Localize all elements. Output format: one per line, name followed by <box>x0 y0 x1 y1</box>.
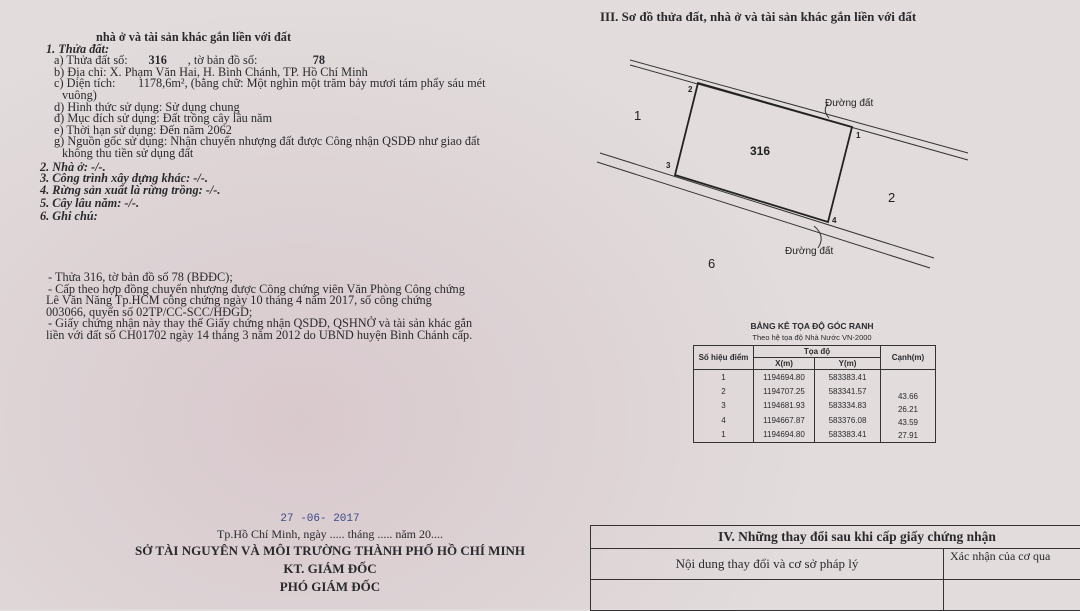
x-coord: 1194694.80 <box>754 428 815 443</box>
x-coord: 1194694.80 <box>754 370 815 385</box>
diagram-title: III. Sơ đồ thửa đất, nhà ở và tài sản khác gắn liền với đất <box>600 9 916 25</box>
note-line: 003066, quyển số 02TP/CC-SCC/HĐGD; <box>46 307 472 319</box>
point-id: 1 <box>694 428 754 443</box>
changes-table <box>590 525 1080 611</box>
map-label: , tờ bản đồ số: <box>188 55 313 67</box>
parcel-number: 316 <box>128 55 188 67</box>
signature-block <box>120 513 540 596</box>
road-label: Đường đất <box>825 97 873 109</box>
area-cont: vuông) <box>40 90 486 102</box>
road-line <box>630 60 968 153</box>
address: b) Địa chỉ: X. Phạm Văn Hai, H. Bình Chánh, TP. Hồ Chí Minh <box>40 67 486 79</box>
parcel-number-label: 316 <box>750 144 770 158</box>
coord-row <box>694 370 936 385</box>
note-line: - Giấy chứng nhận này thay thế Giấy chứng nhận QSDĐ, QSHNỞ và tài sản khác gắn <box>48 318 472 330</box>
edge-length: 26.21 <box>883 403 933 416</box>
point-id: 1 <box>694 370 754 385</box>
left-header: nhà ở và tài sản khác gắn liền với đất <box>40 32 486 44</box>
usage-purpose: đ) Mục đích sử dụng: Đất trồng cây lâu năm <box>40 113 486 125</box>
edge-length: 43.66 <box>883 390 933 403</box>
usage-origin: g) Nguồn gốc sử dụng: Nhận chuyển nhượng đất được Công nhận QSDĐ như giao đất <box>40 136 486 148</box>
x-coord: 1194681.93 <box>754 399 815 413</box>
neighbor-label: 2 <box>888 190 895 205</box>
point-id: 2 <box>694 384 754 398</box>
point-label: 1 <box>856 131 861 140</box>
note-line: liền với đất số CH01702 ngày 14 tháng 3 năm 2012 do UBND huyện Bình Chánh cấp. <box>46 330 472 342</box>
edge-lengths <box>881 370 936 443</box>
y-coord: 583376.08 <box>815 413 881 427</box>
neighbor-label: 1 <box>634 108 641 123</box>
area-label: c) Diện tích: <box>54 78 138 90</box>
usage-form: d) Hình thức sử dụng: Sử dụng chung <box>40 102 486 114</box>
point-id: 3 <box>694 399 754 413</box>
road-label: Đường đất <box>785 245 833 257</box>
agency: SỞ TÀI NGUYÊN VÀ MÔI TRƯỜNG THÀNH PHỐ HỒ CHÍ MINH <box>120 542 540 560</box>
changes-col-confirm: Xác nhận của cơ qua <box>944 549 1080 580</box>
section5: 5. Cây lâu năm: -/-. <box>40 198 486 210</box>
stamp-date: 27 -06- 2017 <box>100 513 540 526</box>
x-coord: 1194707.25 <box>754 384 815 398</box>
changes-cell <box>944 580 1080 611</box>
map-number: 78 <box>313 53 325 67</box>
neighbor-label: 6 <box>708 256 715 271</box>
deputy-director: PHÓ GIÁM ĐỐC <box>120 578 540 596</box>
point-id: 4 <box>694 413 754 427</box>
note-line: Lê Văn Năng Tp.HCM công chứng ngày 10 tháng 4 năm 2017, số công chứng <box>46 295 472 307</box>
y-coord: 583334.83 <box>815 399 881 413</box>
coord-table <box>693 345 936 443</box>
section3: 3. Công trình xây dựng khác: -/-. <box>40 173 486 185</box>
section1-title: 1. Thửa đất: <box>40 44 486 56</box>
col-edge: Cạnh(m) <box>881 346 936 370</box>
section4: 4. Rừng sản xuất là rừng trồng: -/-. <box>40 185 486 197</box>
changes-title: IV. Những thay đổi sau khi cấp giấy chứng nhận <box>591 526 1080 549</box>
section2: 2. Nhà ở: -/-. <box>40 162 486 174</box>
coord-table-title: BẢNG KÊ TỌA ĐỘ GÓC RANH <box>692 321 932 331</box>
x-coord: 1194667.87 <box>754 413 815 427</box>
col-coord: Tọa độ <box>754 346 881 358</box>
area-value: 1178,6m², (bằng chữ: Một nghìn một trăm bảy mươi tám phẩy sáu mét <box>138 76 486 90</box>
changes-col-content: Nội dung thay đổi và cơ sở pháp lý <box>591 549 944 580</box>
kt-director: KT. GIÁM ĐỐC <box>120 560 540 578</box>
coord-table-subtitle: Theo hệ tọa độ Nhà Nước VN-2000 <box>692 333 932 342</box>
y-coord: 583383.41 <box>815 370 881 385</box>
point-label: 2 <box>688 85 693 94</box>
col-x: X(m) <box>754 358 815 370</box>
road-line <box>597 162 930 268</box>
col-y: Y(m) <box>815 358 881 370</box>
y-coord: 583341.57 <box>815 384 881 398</box>
point-label: 4 <box>832 216 837 225</box>
edge-length: 43.59 <box>883 416 933 429</box>
road-line <box>600 153 934 258</box>
place-date: Tp.Hồ Chí Minh, ngày ..... tháng ..... năm 20.... <box>120 526 540 542</box>
col-point: Số hiệu điểm <box>694 346 754 370</box>
point-label: 3 <box>666 161 671 170</box>
section6-title: 6. Ghi chú: <box>40 211 486 223</box>
y-coord: 583383.41 <box>815 428 881 443</box>
parcel-label: a) Thửa đất số: <box>54 53 128 67</box>
note-line: - Thửa 316, tờ bản đồ số 78 (BĐĐC); <box>48 272 472 284</box>
usage-origin-cont: không thu tiền sử dụng đất <box>40 148 486 160</box>
usage-term: e) Thời hạn sử dụng: Đến năm 2062 <box>40 125 486 137</box>
note-line: - Cấp theo hợp đồng chuyển nhượng được Công chứng viên Văn Phòng Công chứng <box>48 284 472 296</box>
changes-cell <box>591 580 944 611</box>
road-pointer <box>814 226 821 248</box>
edge-length: 27.91 <box>883 429 933 442</box>
